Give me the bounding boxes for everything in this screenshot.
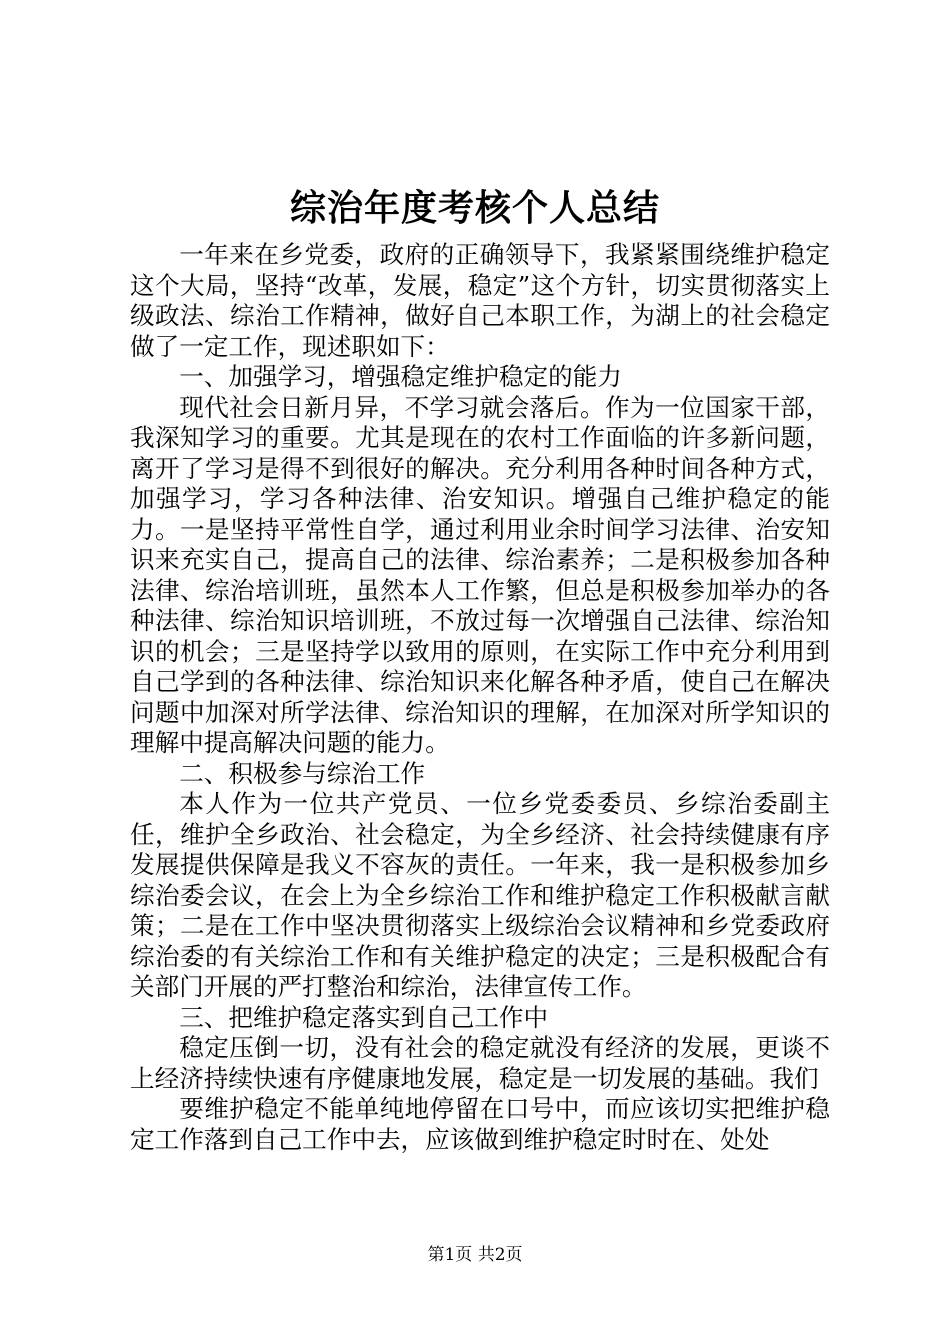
document-body bbox=[130, 240, 830, 1155]
intro-paragraph: 一年来在乡党委，政府的正确领导下，我紧紧围绕维护稳定这个大局，坚持“改革，发展，稳定”这个方针，切实贯彻落实上级政法、综治工作精神，做好自己本职工作，为湖上的社会稳定做了一定工作，现述职如下： bbox=[130, 240, 830, 361]
section-heading-2: 二、积极参与综治工作 bbox=[179, 758, 426, 788]
page-footer: 第1页 共2页 bbox=[427, 1245, 523, 1265]
document-title: 综治年度考核个人总结 bbox=[289, 187, 660, 229]
section-3-paragraph-1: 稳定压倒一切，没有社会的稳定就没有经济的发展，更谈不上经济持续快速有序健康地发展，稳定是一切发展的基础。我们 bbox=[130, 1033, 830, 1093]
section-1-paragraph: 现代社会日新月异，不学习就会落后。作为一位国家干部，我深知学习的重要。尤其是现在的农村工作面临的许多新问题，离开了学习是得不到很好的解决。充分利用各种时间各种方式，加强学习，学习各种法律、治安知识。增强自己维护稳定的能力。一是坚持平常性自学，通过利用业余时间学习法律、治安知识来充实自己，提高自己的法律、综治素养；二是积极参加各种法律、综治培训班，虽然本人工作繁，但总是积极参加举办的各种法律、综治知识培训班，不放过每一次增强自己法律、综治知识的机会；三是坚持学以致用的原则，在实际工作中充分利用到自己学到的各种法律、综治知识来化解各种矛盾，使自己在解决问题中加深对所学法律、综治知识的理解，在加深对所学知识的理解中提高解决问题的能力。 bbox=[130, 392, 830, 757]
section-3-paragraph-2: 要维护稳定不能单纯地停留在口号中，而应该切实把维护稳定工作落到自己工作中去，应该做到维护稳定时时在、处处 bbox=[130, 1094, 830, 1154]
section-heading-1: 一、加强学习，增强稳定维护稳定的能力 bbox=[179, 362, 622, 391]
section-2-paragraph: 本人作为一位共产党员、一位乡党委委员、乡综治委副主任，维护全乡政治、社会稳定，为全乡经济、社会持续健康有序发展提供保障是我义不容灰的责任。一年来，我一是积极参加乡综治委会议，在会上为全乡综治工作和维护稳定工作积极献言献策；二是在工作中坚决贯彻落实上级综治会议精神和乡党委政府综治委的有关综治工作和有关维护稳定的决定；三是积极配合有关部门开展的严打整治和综治，法律宣传工作。 bbox=[130, 789, 830, 1001]
section-heading-3: 三、把维护稳定落实到自己工作中 bbox=[179, 1002, 549, 1032]
